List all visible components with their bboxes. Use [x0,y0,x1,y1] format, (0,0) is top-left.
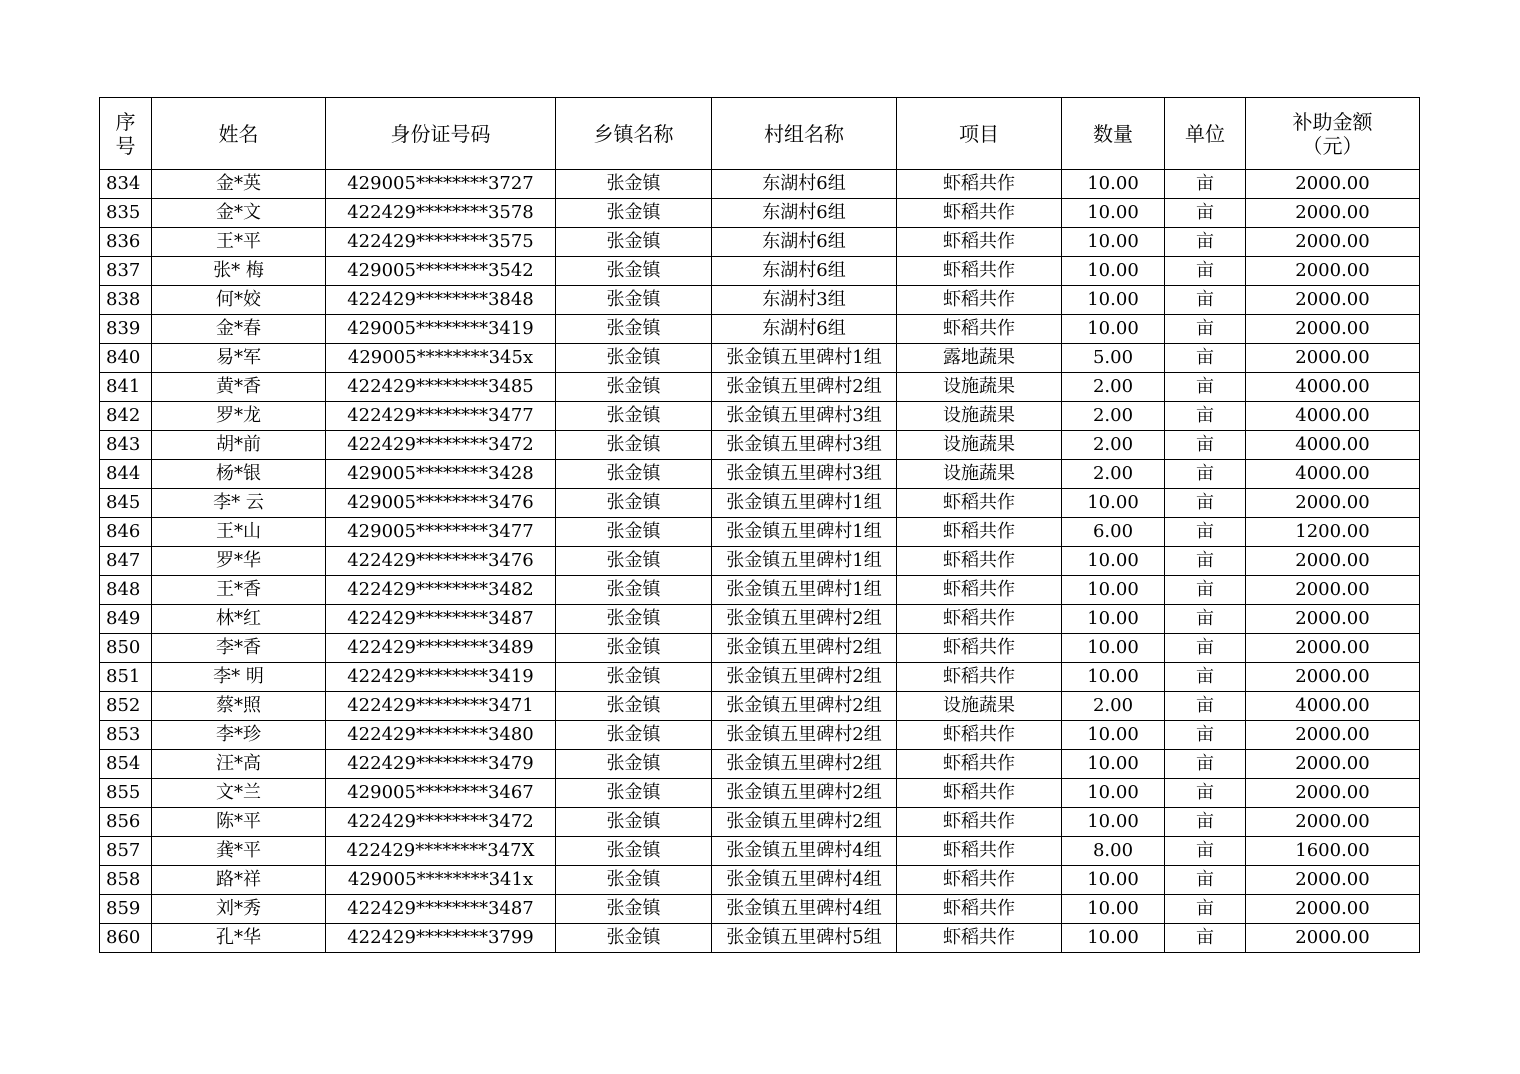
header-id-number: 身份证号码 [326,98,556,170]
village-group-cell: 东湖村6组 [712,170,897,199]
header-seq: 序 号 [100,98,152,170]
quantity-cell: 2.00 [1062,692,1165,721]
seq-cell: 860 [100,924,152,953]
village-group-cell: 张金镇五里碑村4组 [712,837,897,866]
project-cell: 虾稻共作 [897,605,1062,634]
table-row [100,605,1420,634]
township-cell: 张金镇 [556,315,712,344]
header-township: 乡镇名称 [556,98,712,170]
unit-cell: 亩 [1165,489,1246,518]
name-cell: 罗*龙 [152,402,326,431]
name-cell: 李* 明 [152,663,326,692]
subsidy-cell: 4000.00 [1246,431,1420,460]
township-cell: 张金镇 [556,170,712,199]
village-group-cell: 张金镇五里碑村1组 [712,344,897,373]
subsidy-cell: 2000.00 [1246,489,1420,518]
subsidy-cell: 1200.00 [1246,518,1420,547]
quantity-cell: 10.00 [1062,924,1165,953]
unit-cell: 亩 [1165,866,1246,895]
project-cell: 虾稻共作 [897,199,1062,228]
seq-cell: 853 [100,721,152,750]
quantity-cell: 10.00 [1062,547,1165,576]
id-number-cell: 422429********3472 [326,808,556,837]
village-group-cell: 东湖村6组 [712,199,897,228]
quantity-cell: 10.00 [1062,721,1165,750]
id-number-cell: 429005********3467 [326,779,556,808]
quantity-cell: 10.00 [1062,750,1165,779]
project-cell: 设施蔬果 [897,460,1062,489]
project-cell: 设施蔬果 [897,402,1062,431]
unit-cell: 亩 [1165,518,1246,547]
name-cell: 刘*秀 [152,895,326,924]
quantity-cell: 10.00 [1062,866,1165,895]
project-cell: 虾稻共作 [897,808,1062,837]
seq-cell: 842 [100,402,152,431]
name-cell: 孔*华 [152,924,326,953]
project-cell: 虾稻共作 [897,750,1062,779]
name-cell: 易*军 [152,344,326,373]
table-header-row [100,98,1420,170]
seq-cell: 847 [100,547,152,576]
subsidy-cell: 2000.00 [1246,315,1420,344]
seq-cell: 845 [100,489,152,518]
village-group-cell: 张金镇五里碑村1组 [712,547,897,576]
village-group-cell: 东湖村3组 [712,286,897,315]
project-cell: 虾稻共作 [897,257,1062,286]
township-cell: 张金镇 [556,257,712,286]
village-group-cell: 张金镇五里碑村2组 [712,750,897,779]
quantity-cell: 10.00 [1062,315,1165,344]
subsidy-cell: 2000.00 [1246,605,1420,634]
table-row [100,286,1420,315]
table-row [100,257,1420,286]
subsidy-cell: 2000.00 [1246,750,1420,779]
header-name: 姓名 [152,98,326,170]
seq-cell: 843 [100,431,152,460]
unit-cell: 亩 [1165,431,1246,460]
township-cell: 张金镇 [556,344,712,373]
quantity-cell: 2.00 [1062,402,1165,431]
village-group-cell: 张金镇五里碑村2组 [712,692,897,721]
subsidy-cell: 2000.00 [1246,634,1420,663]
unit-cell: 亩 [1165,344,1246,373]
seq-cell: 855 [100,779,152,808]
village-group-cell: 张金镇五里碑村3组 [712,460,897,489]
project-cell: 设施蔬果 [897,373,1062,402]
project-cell: 虾稻共作 [897,576,1062,605]
unit-cell: 亩 [1165,634,1246,663]
name-cell: 罗*华 [152,547,326,576]
quantity-cell: 10.00 [1062,286,1165,315]
quantity-cell: 5.00 [1062,344,1165,373]
quantity-cell: 10.00 [1062,257,1165,286]
seq-cell: 856 [100,808,152,837]
subsidy-cell: 2000.00 [1246,779,1420,808]
table-row [100,373,1420,402]
quantity-cell: 10.00 [1062,808,1165,837]
header-subsidy: 补助金额 （元） [1246,98,1420,170]
id-number-cell: 422429********3479 [326,750,556,779]
table-row [100,808,1420,837]
unit-cell: 亩 [1165,750,1246,779]
id-number-cell: 422429********3476 [326,547,556,576]
subsidy-cell: 4000.00 [1246,402,1420,431]
village-group-cell: 张金镇五里碑村2组 [712,605,897,634]
id-number-cell: 422429********3471 [326,692,556,721]
seq-cell: 836 [100,228,152,257]
name-cell: 陈*平 [152,808,326,837]
name-cell: 龚*平 [152,837,326,866]
subsidy-cell: 2000.00 [1246,228,1420,257]
seq-cell: 841 [100,373,152,402]
project-cell: 虾稻共作 [897,779,1062,808]
header-village-group: 村组名称 [712,98,897,170]
id-number-cell: 429005********3727 [326,170,556,199]
seq-cell: 835 [100,199,152,228]
table-row [100,489,1420,518]
township-cell: 张金镇 [556,547,712,576]
township-cell: 张金镇 [556,373,712,402]
village-group-cell: 张金镇五里碑村2组 [712,721,897,750]
name-cell: 文*兰 [152,779,326,808]
subsidy-cell: 4000.00 [1246,460,1420,489]
project-cell: 设施蔬果 [897,431,1062,460]
unit-cell: 亩 [1165,605,1246,634]
unit-cell: 亩 [1165,373,1246,402]
subsidy-cell: 2000.00 [1246,895,1420,924]
subsidy-cell: 2000.00 [1246,257,1420,286]
subsidy-cell: 2000.00 [1246,808,1420,837]
township-cell: 张金镇 [556,808,712,837]
township-cell: 张金镇 [556,402,712,431]
quantity-cell: 10.00 [1062,779,1165,808]
unit-cell: 亩 [1165,924,1246,953]
village-group-cell: 张金镇五里碑村3组 [712,402,897,431]
quantity-cell: 10.00 [1062,576,1165,605]
id-number-cell: 422429********347X [326,837,556,866]
subsidy-table [99,97,1420,953]
village-group-cell: 张金镇五里碑村4组 [712,895,897,924]
village-group-cell: 张金镇五里碑村5组 [712,924,897,953]
unit-cell: 亩 [1165,808,1246,837]
unit-cell: 亩 [1165,837,1246,866]
subsidy-cell: 2000.00 [1246,721,1420,750]
quantity-cell: 10.00 [1062,895,1165,924]
name-cell: 蔡*照 [152,692,326,721]
seq-cell: 851 [100,663,152,692]
id-number-cell: 429005********345x [326,344,556,373]
subsidy-cell: 4000.00 [1246,373,1420,402]
project-cell: 虾稻共作 [897,634,1062,663]
township-cell: 张金镇 [556,779,712,808]
township-cell: 张金镇 [556,692,712,721]
header-unit: 单位 [1165,98,1246,170]
quantity-cell: 2.00 [1062,431,1165,460]
village-group-cell: 张金镇五里碑村1组 [712,518,897,547]
name-cell: 何*姣 [152,286,326,315]
table-row [100,750,1420,779]
table-row [100,518,1420,547]
subsidy-cell: 2000.00 [1246,286,1420,315]
unit-cell: 亩 [1165,779,1246,808]
seq-cell: 844 [100,460,152,489]
subsidy-cell: 2000.00 [1246,663,1420,692]
village-group-cell: 东湖村6组 [712,257,897,286]
name-cell: 李*香 [152,634,326,663]
quantity-cell: 10.00 [1062,199,1165,228]
project-cell: 虾稻共作 [897,721,1062,750]
table-row [100,228,1420,257]
subsidy-cell: 2000.00 [1246,866,1420,895]
seq-cell: 846 [100,518,152,547]
project-cell: 虾稻共作 [897,286,1062,315]
village-group-cell: 张金镇五里碑村4组 [712,866,897,895]
name-cell: 王*香 [152,576,326,605]
unit-cell: 亩 [1165,547,1246,576]
village-group-cell: 张金镇五里碑村2组 [712,808,897,837]
name-cell: 张* 梅 [152,257,326,286]
name-cell: 金*文 [152,199,326,228]
id-number-cell: 422429********3419 [326,663,556,692]
seq-cell: 858 [100,866,152,895]
table-row [100,315,1420,344]
header-project: 项目 [897,98,1062,170]
township-cell: 张金镇 [556,895,712,924]
seq-cell: 857 [100,837,152,866]
table-row [100,779,1420,808]
seq-cell: 840 [100,344,152,373]
village-group-cell: 张金镇五里碑村2组 [712,779,897,808]
project-cell: 虾稻共作 [897,663,1062,692]
id-number-cell: 422429********3848 [326,286,556,315]
subsidy-cell: 2000.00 [1246,547,1420,576]
id-number-cell: 429005********3428 [326,460,556,489]
project-cell: 虾稻共作 [897,170,1062,199]
id-number-cell: 422429********3487 [326,605,556,634]
id-number-cell: 422429********3799 [326,924,556,953]
village-group-cell: 张金镇五里碑村1组 [712,576,897,605]
table-row [100,460,1420,489]
name-cell: 王*平 [152,228,326,257]
quantity-cell: 10.00 [1062,170,1165,199]
id-number-cell: 422429********3578 [326,199,556,228]
township-cell: 张金镇 [556,199,712,228]
table-row [100,344,1420,373]
id-number-cell: 422429********3482 [326,576,556,605]
seq-cell: 848 [100,576,152,605]
quantity-cell: 10.00 [1062,634,1165,663]
name-cell: 黄*香 [152,373,326,402]
name-cell: 汪*高 [152,750,326,779]
subsidy-cell: 4000.00 [1246,692,1420,721]
id-number-cell: 429005********3477 [326,518,556,547]
name-cell: 李*珍 [152,721,326,750]
unit-cell: 亩 [1165,460,1246,489]
village-group-cell: 东湖村6组 [712,228,897,257]
table-row [100,431,1420,460]
village-group-cell: 张金镇五里碑村2组 [712,373,897,402]
table-row [100,924,1420,953]
village-group-cell: 张金镇五里碑村2组 [712,663,897,692]
township-cell: 张金镇 [556,924,712,953]
id-number-cell: 422429********3485 [326,373,556,402]
seq-cell: 849 [100,605,152,634]
project-cell: 虾稻共作 [897,866,1062,895]
quantity-cell: 8.00 [1062,837,1165,866]
township-cell: 张金镇 [556,634,712,663]
quantity-cell: 10.00 [1062,228,1165,257]
table-row [100,547,1420,576]
township-cell: 张金镇 [556,721,712,750]
village-group-cell: 张金镇五里碑村2组 [712,634,897,663]
project-cell: 虾稻共作 [897,518,1062,547]
township-cell: 张金镇 [556,460,712,489]
township-cell: 张金镇 [556,431,712,460]
village-group-cell: 张金镇五里碑村3组 [712,431,897,460]
unit-cell: 亩 [1165,402,1246,431]
unit-cell: 亩 [1165,257,1246,286]
id-number-cell: 429005********3419 [326,315,556,344]
seq-cell: 850 [100,634,152,663]
project-cell: 设施蔬果 [897,692,1062,721]
id-number-cell: 422429********3489 [326,634,556,663]
seq-cell: 834 [100,170,152,199]
unit-cell: 亩 [1165,315,1246,344]
id-number-cell: 429005********3542 [326,257,556,286]
project-cell: 虾稻共作 [897,489,1062,518]
subsidy-cell: 2000.00 [1246,170,1420,199]
quantity-cell: 2.00 [1062,373,1165,402]
name-cell: 路*祥 [152,866,326,895]
id-number-cell: 422429********3487 [326,895,556,924]
table-row [100,634,1420,663]
unit-cell: 亩 [1165,286,1246,315]
table-row [100,692,1420,721]
project-cell: 虾稻共作 [897,924,1062,953]
township-cell: 张金镇 [556,837,712,866]
name-cell: 林*红 [152,605,326,634]
header-quantity: 数量 [1062,98,1165,170]
unit-cell: 亩 [1165,895,1246,924]
name-cell: 金*春 [152,315,326,344]
id-number-cell: 422429********3480 [326,721,556,750]
unit-cell: 亩 [1165,692,1246,721]
unit-cell: 亩 [1165,199,1246,228]
project-cell: 露地蔬果 [897,344,1062,373]
project-cell: 虾稻共作 [897,837,1062,866]
project-cell: 虾稻共作 [897,895,1062,924]
township-cell: 张金镇 [556,866,712,895]
id-number-cell: 422429********3477 [326,402,556,431]
village-group-cell: 东湖村6组 [712,315,897,344]
table-body [100,170,1420,953]
table-row [100,866,1420,895]
name-cell: 杨*银 [152,460,326,489]
quantity-cell: 10.00 [1062,605,1165,634]
seq-cell: 837 [100,257,152,286]
subsidy-cell: 2000.00 [1246,344,1420,373]
name-cell: 胡*前 [152,431,326,460]
project-cell: 虾稻共作 [897,547,1062,576]
table-row [100,170,1420,199]
quantity-cell: 10.00 [1062,663,1165,692]
seq-cell: 859 [100,895,152,924]
id-number-cell: 429005********341x [326,866,556,895]
quantity-cell: 2.00 [1062,460,1165,489]
township-cell: 张金镇 [556,663,712,692]
township-cell: 张金镇 [556,286,712,315]
quantity-cell: 6.00 [1062,518,1165,547]
table-row [100,895,1420,924]
id-number-cell: 422429********3575 [326,228,556,257]
id-number-cell: 422429********3472 [326,431,556,460]
table-row [100,402,1420,431]
table-row [100,663,1420,692]
unit-cell: 亩 [1165,721,1246,750]
seq-cell: 852 [100,692,152,721]
table-row [100,199,1420,228]
table-row [100,837,1420,866]
subsidy-cell: 2000.00 [1246,924,1420,953]
id-number-cell: 429005********3476 [326,489,556,518]
subsidy-cell: 1600.00 [1246,837,1420,866]
project-cell: 虾稻共作 [897,228,1062,257]
project-cell: 虾稻共作 [897,315,1062,344]
seq-cell: 838 [100,286,152,315]
seq-cell: 839 [100,315,152,344]
subsidy-cell: 2000.00 [1246,199,1420,228]
township-cell: 张金镇 [556,750,712,779]
subsidy-cell: 2000.00 [1246,576,1420,605]
township-cell: 张金镇 [556,228,712,257]
quantity-cell: 10.00 [1062,489,1165,518]
table-row [100,576,1420,605]
village-group-cell: 张金镇五里碑村1组 [712,489,897,518]
unit-cell: 亩 [1165,663,1246,692]
name-cell: 李* 云 [152,489,326,518]
township-cell: 张金镇 [556,489,712,518]
unit-cell: 亩 [1165,170,1246,199]
seq-cell: 854 [100,750,152,779]
name-cell: 金*英 [152,170,326,199]
unit-cell: 亩 [1165,228,1246,257]
table-row [100,721,1420,750]
township-cell: 张金镇 [556,576,712,605]
name-cell: 王*山 [152,518,326,547]
township-cell: 张金镇 [556,518,712,547]
township-cell: 张金镇 [556,605,712,634]
unit-cell: 亩 [1165,576,1246,605]
